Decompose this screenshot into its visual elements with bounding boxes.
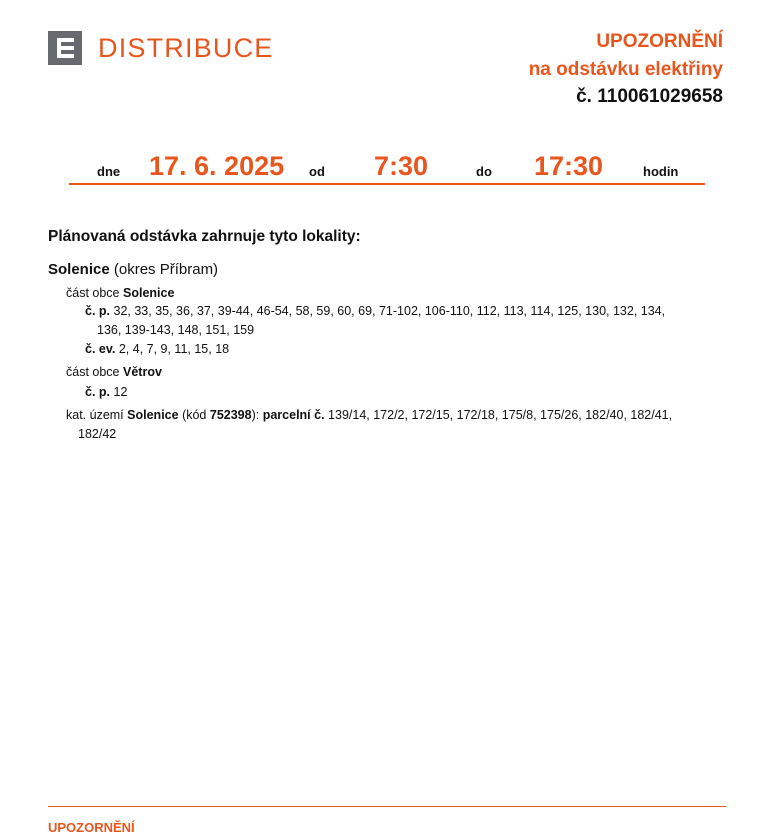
parcel-label: parcelní č. bbox=[262, 408, 325, 422]
district: (okres Příbram) bbox=[113, 261, 219, 278]
notice-number: č. 110061029658 bbox=[576, 86, 723, 107]
notice-title: UPOZORNĚNÍ bbox=[596, 31, 723, 52]
cadastre-line1 bbox=[66, 406, 672, 425]
localities-heading: Plánovaná odstávka zahrnuje tyto lokality: bbox=[48, 228, 361, 245]
cp-values: 12 bbox=[113, 385, 128, 399]
to-label: do bbox=[476, 164, 492, 179]
cp-values: 32, 33, 35, 36, 37, 39-44, 46-54, 58, 59, 60, 69, 71-102, 106-110, 112, 113, 114, 125, 130, 132, 134, bbox=[113, 304, 666, 318]
code-open: (kód bbox=[182, 408, 207, 422]
end-time: 17:30 bbox=[534, 151, 604, 181]
cez-logo-icon bbox=[48, 31, 82, 65]
part-vetrov bbox=[66, 363, 162, 382]
footer-title: UPOZORNĚNÍ bbox=[48, 820, 135, 835]
code-close: ): bbox=[251, 408, 260, 422]
municipality bbox=[48, 261, 218, 278]
outage-date: 17. 6. 2025 bbox=[149, 151, 285, 181]
ev-values: 2, 4, 7, 9, 11, 15, 18 bbox=[118, 342, 230, 356]
vetrov-cp bbox=[85, 383, 127, 402]
cadastre-code: 752398 bbox=[209, 408, 252, 422]
solenice-cp-line2: 136, 139-143, 148, 151, 159 bbox=[97, 323, 255, 337]
parcel-values: 139/14, 172/2, 172/15, 172/18, 175/8, 175/26, 182/40, 182/41, bbox=[328, 408, 673, 422]
solenice-ev bbox=[85, 340, 229, 359]
notice-subtitle: na odstávku elektřiny bbox=[528, 59, 723, 80]
hours-label: hodin bbox=[643, 164, 679, 179]
logo-text: DISTRIBUCE bbox=[98, 33, 274, 63]
date-label: dne bbox=[97, 164, 121, 179]
municipality-name: Solenice bbox=[48, 261, 110, 278]
cadastre-prefix: kat. území bbox=[66, 408, 124, 422]
cadastre-line2: 182/42 bbox=[78, 427, 117, 441]
solenice-cp-line1 bbox=[85, 302, 665, 321]
start-time: 7:30 bbox=[374, 151, 429, 181]
cadastre-name: Solenice bbox=[127, 408, 179, 422]
footer-divider bbox=[48, 806, 726, 807]
part-prefix: část obce bbox=[66, 365, 120, 379]
from-label: od bbox=[309, 164, 325, 179]
date-divider bbox=[69, 183, 705, 185]
ev-label: č. ev. bbox=[85, 342, 116, 356]
part-name: Solenice bbox=[123, 286, 175, 300]
part-name: Větrov bbox=[123, 365, 162, 379]
cp-label: č. p. bbox=[85, 304, 111, 318]
cp-label: č. p. bbox=[85, 385, 111, 399]
part-solenice bbox=[66, 284, 174, 303]
part-prefix: část obce bbox=[66, 286, 120, 300]
